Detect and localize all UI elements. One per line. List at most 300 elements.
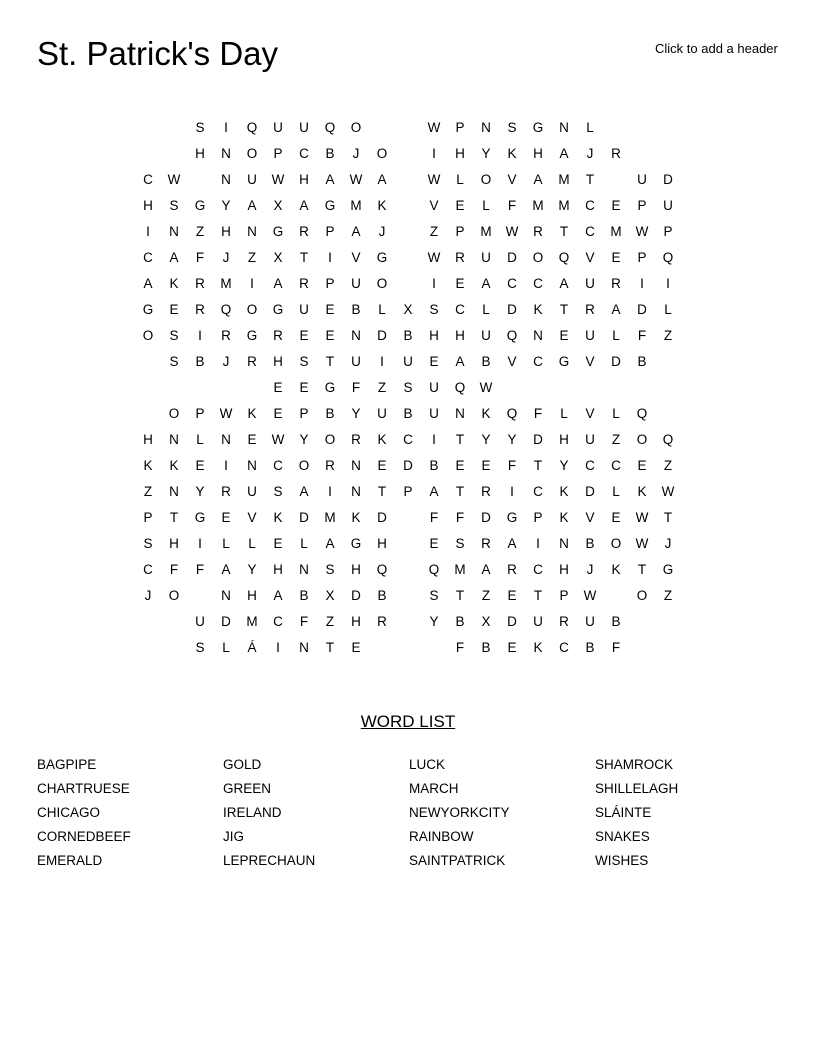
grid-cell: P: [533, 510, 543, 525]
grid-cell: I: [432, 432, 436, 447]
grid-cell: P: [195, 406, 205, 421]
grid-cell: L: [222, 640, 230, 655]
grid-cell: I: [380, 354, 384, 369]
grid-cell: I: [536, 536, 540, 551]
grid-cell: [629, 375, 655, 401]
grid-cell: W: [427, 120, 441, 135]
grid-cell: [369, 115, 395, 141]
grid-cell: I: [432, 276, 436, 291]
grid-cell: H: [559, 562, 569, 577]
grid-cell: [395, 505, 421, 531]
grid-cell: Z: [663, 458, 673, 473]
grid-cell: N: [221, 172, 231, 187]
grid-cell: S: [403, 380, 413, 395]
grid-cell: K: [637, 484, 647, 499]
grid-cell: O: [610, 536, 622, 551]
grid-cell: B: [481, 354, 491, 369]
grid-cell: U: [273, 120, 283, 135]
grid-cell: A: [325, 536, 335, 551]
grid-cell: [161, 141, 187, 167]
grid-cell: V: [429, 198, 439, 213]
grid-cell: G: [272, 302, 284, 317]
grid-cell: V: [585, 250, 595, 265]
word-list-item: MARCH: [409, 781, 459, 796]
grid-cell: N: [169, 224, 179, 239]
grid-cell: F: [455, 640, 465, 655]
word-list-item: CORNEDBEEF: [37, 829, 131, 844]
grid-cell: B: [195, 354, 205, 369]
grid-cell: J: [222, 250, 230, 265]
grid-cell: S: [169, 354, 179, 369]
grid-cell: O: [246, 302, 258, 317]
grid-cell: Q: [376, 562, 388, 577]
grid-cell: K: [559, 510, 569, 525]
grid-cell: Q: [246, 120, 258, 135]
grid-cell: T: [455, 484, 465, 499]
grid-cell: Q: [636, 406, 648, 421]
grid-cell: B: [325, 146, 335, 161]
grid-cell: M: [558, 172, 570, 187]
grid-row: [135, 141, 681, 167]
grid-cell: E: [507, 588, 517, 603]
word-list-item: WISHES: [595, 853, 649, 868]
grid-cell: C: [143, 562, 153, 577]
grid-cell: [395, 583, 421, 609]
grid-cell: P: [455, 224, 465, 239]
grid-cell: [525, 375, 551, 401]
grid-cell: Q: [662, 250, 674, 265]
grid-cell: U: [585, 432, 595, 447]
grid-cell: K: [533, 640, 543, 655]
grid-cell: X: [481, 614, 491, 629]
grid-row: [135, 193, 681, 219]
grid-cell: H: [143, 198, 153, 213]
grid-cell: A: [559, 276, 569, 291]
add-header-placeholder[interactable]: Click to add a header: [655, 41, 778, 56]
grid-cell: [655, 401, 681, 427]
grid-cell: U: [247, 484, 257, 499]
grid-cell: N: [299, 640, 309, 655]
grid-cell: I: [276, 640, 280, 655]
word-list-item: IRELAND: [223, 805, 282, 820]
grid-cell: R: [507, 562, 517, 577]
grid-cell: X: [403, 302, 413, 317]
grid-cell: A: [455, 354, 465, 369]
grid-cell: K: [143, 458, 153, 473]
grid-cell: Q: [662, 432, 674, 447]
grid-cell: E: [611, 510, 621, 525]
grid-cell: C: [585, 458, 595, 473]
grid-cell: K: [247, 406, 257, 421]
grid-cell: [161, 115, 187, 141]
grid-cell: Z: [195, 224, 205, 239]
grid-cell: O: [324, 432, 336, 447]
grid-cell: E: [429, 354, 439, 369]
grid-cell: Z: [481, 588, 491, 603]
grid-cell: U: [429, 406, 439, 421]
grid-cell: [421, 635, 447, 661]
grid-cell: E: [169, 302, 179, 317]
grid-cell: D: [507, 302, 517, 317]
grid-cell: N: [169, 484, 179, 499]
grid-row: [135, 479, 681, 505]
grid-row: [135, 375, 681, 401]
grid-cell: Y: [481, 146, 491, 161]
grid-cell: B: [637, 354, 647, 369]
word-list-item: NEWYORKCITY: [409, 805, 510, 820]
grid-cell: C: [273, 458, 283, 473]
grid-cell: G: [324, 198, 336, 213]
grid-cell: T: [325, 640, 335, 655]
grid-cell: T: [559, 302, 569, 317]
grid-cell: H: [273, 562, 283, 577]
grid-cell: G: [194, 510, 206, 525]
grid-cell: H: [533, 146, 543, 161]
grid-cell: S: [169, 328, 179, 343]
grid-cell: K: [169, 458, 179, 473]
grid-cell: [655, 349, 681, 375]
grid-cell: [603, 167, 629, 193]
grid-cell: C: [559, 640, 569, 655]
grid-cell: Z: [247, 250, 257, 265]
word-list-item: LUCK: [409, 757, 446, 772]
grid-cell: G: [506, 510, 518, 525]
grid-cell: H: [221, 224, 231, 239]
grid-cell: O: [376, 146, 388, 161]
grid-cell: E: [455, 276, 465, 291]
grid-cell: [395, 609, 421, 635]
grid-cell: A: [273, 276, 283, 291]
grid-cell: I: [640, 276, 644, 291]
word-list-item: SHAMROCK: [595, 757, 674, 772]
grid-cell: I: [198, 536, 202, 551]
grid-cell: N: [559, 120, 569, 135]
grid-cell: P: [325, 224, 335, 239]
grid-cell: Y: [195, 484, 205, 499]
grid-cell: E: [273, 406, 283, 421]
word-list-item: CHICAGO: [37, 805, 101, 820]
grid-cell: G: [376, 250, 388, 265]
grid-cell: D: [507, 614, 517, 629]
grid-cell: W: [661, 484, 675, 499]
word-list-item: LEPRECHAUN: [223, 853, 316, 868]
word-list: [37, 755, 781, 871]
grid-cell: L: [482, 302, 490, 317]
grid-cell: [135, 349, 161, 375]
grid-cell: T: [663, 510, 673, 525]
grid-cell: F: [611, 640, 621, 655]
grid-cell: Y: [351, 406, 361, 421]
grid-cell: U: [429, 380, 439, 395]
grid-cell: M: [480, 224, 492, 239]
grid-cell: K: [377, 432, 387, 447]
grid-cell: Q: [454, 380, 466, 395]
grid-cell: D: [637, 302, 647, 317]
grid-cell: [395, 635, 421, 661]
grid-cell: W: [505, 224, 519, 239]
grid-row: [135, 505, 681, 531]
grid-cell: K: [507, 146, 517, 161]
grid-cell: E: [247, 432, 257, 447]
grid-cell: B: [299, 588, 309, 603]
grid-cell: T: [455, 588, 465, 603]
grid-cell: U: [585, 614, 595, 629]
grid-cell: D: [351, 588, 361, 603]
grid-cell: V: [585, 354, 595, 369]
grid-cell: E: [455, 198, 465, 213]
word-list-item: RAINBOW: [409, 829, 474, 844]
grid-cell: T: [533, 588, 543, 603]
grid-cell: A: [143, 276, 153, 291]
grid-cell: W: [167, 172, 181, 187]
grid-cell: [135, 635, 161, 661]
grid-cell: [395, 115, 421, 141]
grid-cell: P: [325, 276, 335, 291]
grid-cell: H: [559, 432, 569, 447]
grid-cell: O: [142, 328, 154, 343]
grid-cell: S: [143, 536, 153, 551]
grid-cell: B: [403, 328, 413, 343]
grid-cell: E: [611, 198, 621, 213]
grid-cell: R: [325, 458, 335, 473]
grid-cell: [187, 167, 213, 193]
grid-cell: [395, 219, 421, 245]
grid-cell: L: [612, 328, 620, 343]
grid-cell: O: [246, 146, 258, 161]
grid-cell: C: [143, 172, 153, 187]
grid-cell: D: [585, 484, 595, 499]
grid-cell: E: [637, 458, 647, 473]
word-list-item: JIG: [223, 829, 245, 844]
grid-cell: T: [169, 510, 179, 525]
grid-cell: A: [533, 172, 543, 187]
grid-cell: B: [585, 640, 595, 655]
grid-cell: W: [427, 250, 441, 265]
grid-cell: R: [299, 224, 309, 239]
grid-cell: H: [455, 146, 465, 161]
grid-cell: D: [403, 458, 413, 473]
grid-cell: [551, 375, 577, 401]
grid-cell: R: [221, 484, 231, 499]
grid-cell: I: [666, 276, 670, 291]
grid-cell: U: [351, 354, 361, 369]
grid-cell: J: [378, 224, 386, 239]
grid-cell: Z: [663, 588, 673, 603]
grid-cell: M: [324, 510, 336, 525]
word-list-item: GOLD: [223, 757, 262, 772]
grid-cell: [239, 375, 265, 401]
grid-cell: R: [559, 614, 569, 629]
grid-cell: E: [429, 536, 439, 551]
grid-cell: S: [169, 198, 179, 213]
grid-cell: I: [146, 224, 150, 239]
grid-cell: O: [376, 276, 388, 291]
grid-cell: N: [351, 328, 361, 343]
grid-cell: F: [507, 198, 517, 213]
grid-cell: M: [454, 562, 466, 577]
grid-cell: Y: [559, 458, 569, 473]
grid-cell: D: [611, 354, 621, 369]
grid-cell: F: [429, 510, 439, 525]
grid-cell: M: [558, 198, 570, 213]
grid-cell: S: [429, 588, 439, 603]
grid-cell: L: [300, 536, 308, 551]
grid-cell: E: [507, 640, 517, 655]
grid-cell: N: [455, 406, 465, 421]
grid-cell: Y: [221, 198, 231, 213]
grid-cell: U: [403, 354, 413, 369]
grid-cell: F: [637, 328, 647, 343]
grid-cell: U: [481, 328, 491, 343]
grid-cell: A: [481, 276, 491, 291]
grid-cell: E: [559, 328, 569, 343]
grid-cell: J: [222, 354, 230, 369]
grid-cell: A: [273, 588, 283, 603]
grid-cell: U: [585, 276, 595, 291]
grid-cell: P: [455, 120, 465, 135]
grid-cell: J: [586, 146, 594, 161]
grid-cell: V: [351, 250, 361, 265]
grid-cell: M: [246, 614, 258, 629]
grid-cell: [629, 609, 655, 635]
grid-cell: O: [350, 120, 362, 135]
grid-row: [135, 245, 681, 271]
grid-cell: B: [481, 640, 491, 655]
grid-cell: G: [532, 120, 544, 135]
grid-cell: F: [195, 562, 205, 577]
grid-cell: P: [143, 510, 153, 525]
grid-cell: J: [664, 536, 672, 551]
grid-cell: R: [221, 328, 231, 343]
grid-cell: D: [299, 510, 309, 525]
grid-cell: H: [195, 146, 205, 161]
grid-cell: D: [533, 432, 543, 447]
grid-cell: D: [507, 250, 517, 265]
grid-cell: O: [298, 458, 310, 473]
grid-cell: L: [248, 536, 256, 551]
grid-cell: C: [611, 458, 621, 473]
grid-row: [135, 323, 681, 349]
grid-cell: R: [195, 276, 205, 291]
grid-cell: D: [663, 172, 673, 187]
word-list-item: EMERALD: [37, 853, 103, 868]
grid-cell: G: [246, 328, 258, 343]
grid-cell: T: [455, 432, 465, 447]
grid-row: [135, 219, 681, 245]
grid-cell: I: [224, 458, 228, 473]
grid-cell: E: [351, 640, 361, 655]
grid-cell: C: [585, 224, 595, 239]
grid-cell: K: [611, 562, 621, 577]
grid-cell: J: [352, 146, 360, 161]
grid-cell: U: [585, 328, 595, 343]
grid-cell: E: [273, 380, 283, 395]
grid-cell: G: [662, 562, 674, 577]
grid-cell: N: [559, 536, 569, 551]
grid-cell: S: [273, 484, 283, 499]
grid-cell: O: [480, 172, 492, 187]
grid-cell: Y: [481, 432, 491, 447]
grid-cell: [161, 609, 187, 635]
grid-cell: W: [635, 224, 649, 239]
grid-cell: W: [635, 536, 649, 551]
grid-cell: A: [325, 172, 335, 187]
grid-cell: [499, 375, 525, 401]
grid-cell: R: [195, 302, 205, 317]
grid-cell: N: [351, 484, 361, 499]
grid-cell: Y: [507, 432, 517, 447]
grid-cell: C: [507, 276, 517, 291]
grid-cell: B: [585, 536, 595, 551]
grid-cell: A: [377, 172, 387, 187]
grid-cell: R: [273, 328, 283, 343]
grid-cell: W: [479, 380, 493, 395]
grid-cell: [135, 375, 161, 401]
grid-cell: Q: [506, 328, 518, 343]
grid-cell: Z: [611, 432, 621, 447]
grid-cell: H: [273, 354, 283, 369]
grid-cell: C: [143, 250, 153, 265]
grid-cell: K: [559, 484, 569, 499]
grid-cell: U: [637, 172, 647, 187]
grid-cell: X: [325, 588, 335, 603]
grid-cell: E: [299, 380, 309, 395]
word-list-item: SHILLELAGH: [595, 781, 679, 796]
grid-cell: Y: [247, 562, 257, 577]
grid-cell: D: [481, 510, 491, 525]
grid-cell: I: [328, 250, 332, 265]
grid-row: [135, 609, 681, 635]
grid-cell: G: [272, 224, 284, 239]
grid-row: [135, 583, 681, 609]
grid-cell: E: [377, 458, 387, 473]
grid-cell: N: [221, 432, 231, 447]
grid-cell: L: [456, 172, 464, 187]
grid-cell: [369, 635, 395, 661]
grid-row: [135, 531, 681, 557]
grid-cell: W: [427, 172, 441, 187]
grid-cell: M: [532, 198, 544, 213]
grid-cell: L: [196, 432, 204, 447]
grid-cell: A: [299, 484, 309, 499]
grid-cell: S: [507, 120, 517, 135]
grid-cell: F: [507, 458, 517, 473]
grid-cell: P: [637, 198, 647, 213]
grid-cell: [135, 401, 161, 427]
grid-cell: H: [455, 328, 465, 343]
grid-cell: K: [169, 276, 179, 291]
grid-cell: J: [144, 588, 152, 603]
grid-cell: H: [377, 536, 387, 551]
grid-cell: D: [377, 510, 387, 525]
grid-cell: R: [455, 250, 465, 265]
grid-cell: S: [455, 536, 465, 551]
grid-cell: G: [558, 354, 570, 369]
grid-cell: F: [299, 614, 309, 629]
grid-cell: E: [221, 510, 231, 525]
grid-cell: I: [432, 146, 436, 161]
grid-cell: R: [481, 536, 491, 551]
grid-cell: [161, 375, 187, 401]
grid-cell: B: [377, 588, 387, 603]
grid-cell: R: [377, 614, 387, 629]
grid-cell: E: [611, 250, 621, 265]
grid-cell: U: [663, 198, 673, 213]
grid-cell: C: [273, 614, 283, 629]
grid-cell: [187, 583, 213, 609]
grid-cell: X: [273, 198, 283, 213]
grid-cell: [395, 271, 421, 297]
